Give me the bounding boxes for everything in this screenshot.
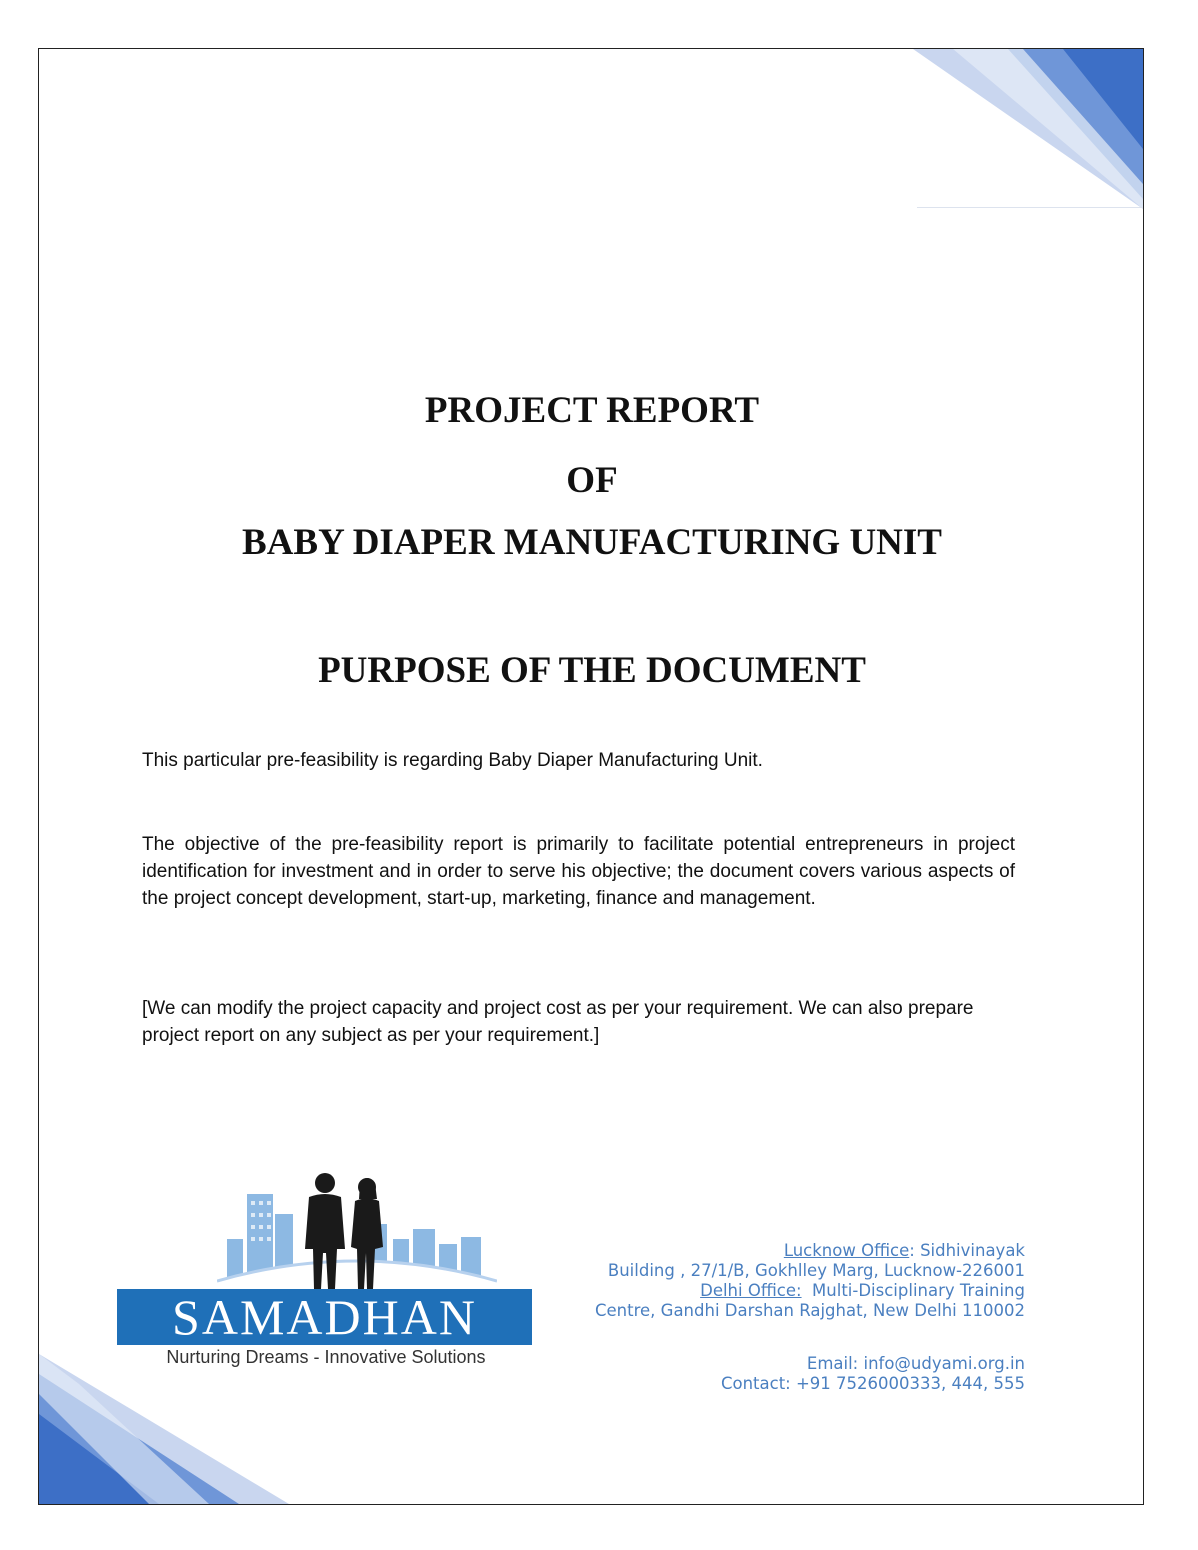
logo-banner <box>117 1289 532 1345</box>
decorative-divider <box>917 207 1143 208</box>
contact-phone: Contact: +91 7526000333, 444, 555 <box>720 1374 1025 1393</box>
purpose-paragraph-1: This particular pre-feasibility is regarding Baby Diaper Manufacturing Unit. <box>142 750 763 771</box>
delhi-address-line-1: Multi-Disciplinary Training <box>801 1281 1025 1300</box>
samadhan-logo <box>117 1169 537 1374</box>
report-title-line-1: PROJECT REPORT <box>424 390 760 431</box>
report-title-line-3: BABY DIAPER MANUFACTURING UNIT <box>242 522 942 563</box>
logo-name: SAMADHAN <box>172 1289 477 1345</box>
lucknow-address-line-1: : Sidhivinayak <box>909 1241 1025 1260</box>
purpose-heading: PURPOSE OF THE DOCUMENT <box>318 650 866 691</box>
report-title-line-2: OF <box>566 460 618 501</box>
corner-decoration-bottom-left <box>39 1354 289 1504</box>
business-people-city-skyline-icon <box>217 1169 497 1293</box>
office-addresses <box>505 1241 1025 1321</box>
purpose-paragraph-2: The objective of the pre-feasibility report is primarily to facilitate potential entrepreneurs in project identification for investment and in order to serve his objective; the document covers various aspects of the project concept development, start-up, marketing, finance and management. <box>142 834 1015 909</box>
logo-tagline: Nurturing Dreams - Innovative Solutions <box>166 1347 486 1367</box>
contact-email: Email: info@udyami.org.in <box>806 1354 1025 1373</box>
delhi-address-line-2: Centre, Gandhi Darshan Rajghat, New Delhi 110002 <box>595 1301 1025 1320</box>
lucknow-address-line-2: Building , 27/1/B, Gokhlley Marg, Lucknow-226001 <box>607 1261 1025 1280</box>
contact-details <box>505 1354 1025 1394</box>
lucknow-office-label: Lucknow Office <box>783 1241 910 1260</box>
delhi-office-label: Delhi Office: <box>700 1281 802 1300</box>
corner-decoration-top-right <box>913 49 1143 209</box>
purpose-paragraph-3: [We can modify the project capacity and project cost as per your requirement. We can also prepare project report on any subject as per your requirement.] <box>142 998 974 1046</box>
document-page <box>38 48 1144 1505</box>
